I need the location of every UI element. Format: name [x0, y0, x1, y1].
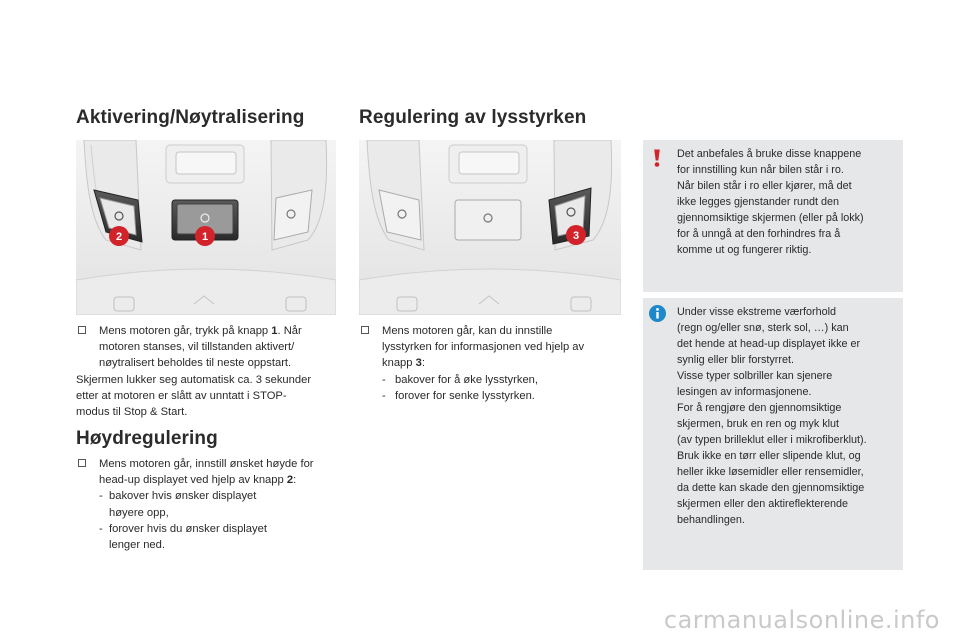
- warning-text: [677, 146, 899, 258]
- info-line: (av typen brilleklut eller i mikrofiberklut).: [677, 434, 867, 446]
- regulering-body: [359, 323, 621, 404]
- regulering-dash2-text: forover for senke lysstyrken.: [395, 389, 535, 402]
- hoyde-bullet-line2: [76, 472, 346, 488]
- hoyde-body: [76, 456, 346, 553]
- aktivering-paragraph-line1: Skjermen lukker seg automatisk ca. 3 sekunder: [76, 373, 312, 386]
- info-line: heller ikke løsemidler eller rensemidler,: [677, 466, 864, 478]
- hoyde-bullet-line2-text: head-up displayet ved hjelp av knapp: [99, 474, 287, 487]
- dash-marker: -: [382, 373, 386, 386]
- hoyde-colon: :: [293, 474, 297, 487]
- hoyde-dash1-line2: høyere opp,: [109, 506, 169, 519]
- badge-1-label: 1: [201, 231, 209, 243]
- aktivering-paragraph-line2: etter at motoren er slått av unntatt i STOP-: [76, 389, 287, 402]
- aktivering-body: [76, 323, 338, 420]
- dash-marker: -: [382, 389, 386, 402]
- regulering-colon: :: [421, 357, 425, 370]
- warning-line: for å unngå at den forhindres fra å: [677, 228, 841, 240]
- warning-line: for innstilling kun når bilen står i ro.: [677, 164, 844, 176]
- regulering-bullet-line1: Mens motoren går, kan du innstille: [382, 325, 553, 337]
- warning-line: Når bilen står i ro eller kjører, må det: [677, 180, 852, 192]
- aktivering-bullet-line3: nøytralisert beholdes til neste oppstart.: [99, 357, 292, 370]
- info-line: Bruk ikke en tørr eller slipende klut, og: [677, 450, 861, 462]
- hoyde-button-number: 2: [286, 474, 294, 487]
- section-title-aktivering: Aktivering/Nøytralisering: [76, 107, 305, 128]
- watermark: carmanualsonline.info: [663, 606, 940, 634]
- section-title-regulering: Regulering av lysstyrken: [359, 107, 587, 128]
- info-line: da dette kan skade den gjennomsiktige: [677, 482, 865, 494]
- hoyde-dash1: [76, 488, 346, 504]
- warning-line: komme ut og fungerer riktig.: [677, 244, 812, 256]
- hoyde-dash1-line1: bakover hvis ønsker displayet: [109, 490, 257, 503]
- info-line: Visse typer solbriller kan sjenere: [677, 370, 833, 382]
- info-line: behandlingen.: [677, 514, 745, 526]
- dash-marker: -: [99, 522, 103, 535]
- regulering-bullet: [359, 323, 621, 339]
- dashboard-buttons-illustration-left: [76, 140, 336, 315]
- illustration-right: [359, 140, 621, 315]
- bullet-square-icon: [361, 326, 369, 334]
- info-icon: [649, 305, 666, 322]
- warning-line: ikke legges gjenstander rundt den: [677, 196, 840, 208]
- info-line: Under visse ekstreme værforhold: [677, 306, 837, 318]
- hoyde-bullet: [76, 456, 346, 472]
- warning-panel: [643, 140, 903, 292]
- info-line: synlig eller blir forstyrret.: [677, 354, 794, 366]
- section-title-hoyde: Høydregulering: [76, 428, 218, 449]
- regulering-bullet-line3-text: knapp: [382, 357, 416, 370]
- illustration-left: [76, 140, 336, 315]
- aktivering-button-number: 1: [271, 325, 278, 337]
- aktivering-bullet-text-end: . Når: [277, 325, 302, 337]
- warning-line: gjennomsiktige skjermen (eller på lokk): [677, 212, 864, 224]
- badge-2-label: 2: [115, 231, 123, 243]
- info-line: For å rengjøre den gjennomsiktige: [677, 402, 842, 414]
- aktivering-bullet: [76, 323, 338, 339]
- info-panel: [643, 298, 903, 570]
- regulering-bullet-line2: lysstyrken for informasjonen ved hjelp av: [382, 341, 585, 354]
- info-line: skjermen, bruk en ren og myk klut: [677, 418, 840, 430]
- warning-line: Det anbefales å bruke disse knappene: [677, 148, 862, 160]
- info-line: skjermen eller den aktireflekterende: [677, 498, 849, 510]
- aktivering-paragraph-line3: modus til Stop & Start.: [76, 406, 188, 419]
- regulering-dash2: [359, 388, 621, 404]
- bullet-square-icon: [78, 326, 86, 334]
- bullet-square-icon: [78, 459, 86, 467]
- badge-3-label: 3: [572, 230, 580, 242]
- exclamation-icon: [647, 148, 667, 168]
- info-text: [677, 304, 901, 528]
- regulering-button-number: 3: [415, 357, 422, 370]
- aktivering-bullet-text: Mens motoren går, trykk på knapp: [99, 325, 272, 337]
- hoyde-bullet-line1: Mens motoren går, innstill ønsket høyde for: [99, 458, 314, 470]
- info-line: det hende at head-up displayet ikke er: [677, 338, 861, 350]
- info-line: lesingen av informasjonene.: [677, 386, 812, 398]
- regulering-dash1: [359, 372, 621, 388]
- regulering-bullet-line3: [359, 355, 621, 371]
- hoyde-dash2: [76, 521, 346, 537]
- hoyde-dash2-line1: forover hvis du ønsker displayet: [109, 522, 267, 535]
- regulering-dash1-text: bakover for å øke lysstyrken,: [395, 373, 539, 386]
- info-line: (regn og/eller snø, sterk sol, …) kan: [677, 322, 849, 334]
- hoyde-dash2-line2: lenger ned.: [109, 539, 165, 552]
- dashboard-buttons-illustration-right: [359, 140, 621, 315]
- dash-marker: -: [99, 490, 103, 503]
- aktivering-bullet-line2: motoren stanses, vil tillstanden aktivert/: [99, 341, 295, 354]
